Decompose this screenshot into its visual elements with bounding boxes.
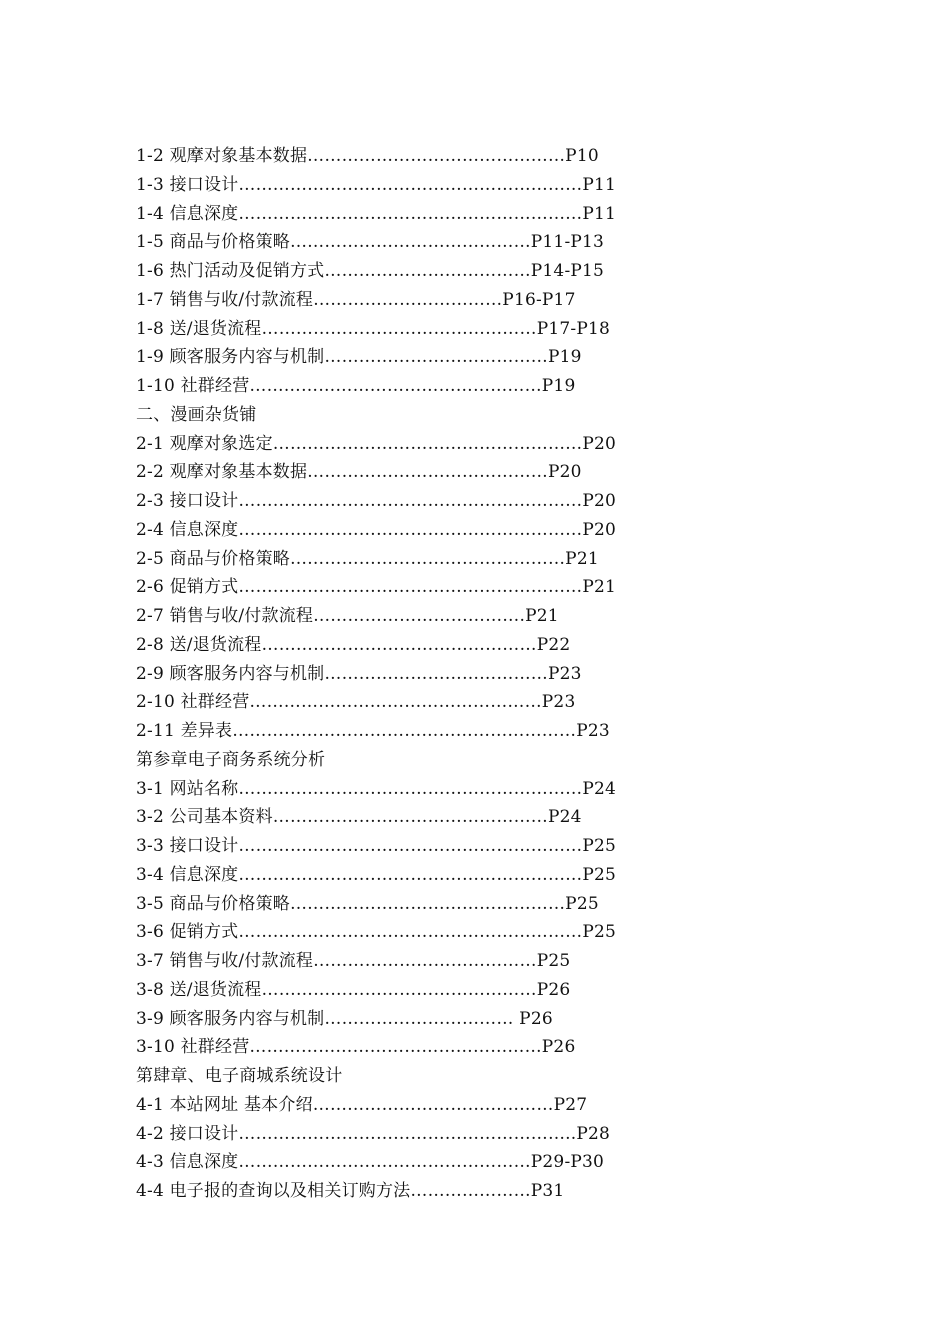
toc-entry: 2-5 商品与价格策略…………………………………………P21 — [136, 548, 599, 569]
toc-entry: 4-2 接口设计…………………………………………………..P28 — [136, 1123, 611, 1144]
toc-entry: 4-1 本站网址 基本介绍……………………………………P27 — [136, 1094, 588, 1115]
toc-entry: 3-8 送/退货流程…………………………………………P26 — [136, 979, 571, 1000]
toc-entry: 3-7 销售与收/付款流程…………………………………P25 — [136, 951, 571, 971]
toc-entry: 2-10 社群经营……………………………………………P23 — [136, 692, 576, 713]
toc-entry: 3-2 公司基本资料…………………………………………P24 — [136, 807, 582, 828]
toc-entry: 3-6 促销方式……………………………………………………P25 — [136, 922, 617, 943]
toc-entry: 1-7 销售与收/付款流程……………………………P16-P17 — [136, 289, 576, 310]
toc-entry: 1-2 观摩对象基本数据………………………………………P10 — [136, 146, 599, 166]
toc-entry: 2-8 送/退货流程…………………………………………P22 — [136, 634, 571, 655]
toc-entry: 3-10 社群经营……………………………………………P26 — [136, 1037, 576, 1058]
toc-entry: 4-3 信息深度……………………………………………P29-P30 — [136, 1152, 605, 1173]
toc-entry: 1-9 顾客服务内容与机制…………………………………P19 — [136, 347, 582, 368]
toc-entry: 2-6 促销方式……………………………………………………P21 — [136, 577, 617, 598]
toc-entry: 3-3 接口设计……………………………………………………P25 — [136, 836, 617, 856]
toc-chapter-heading: 第参章电子商务系统分析 — [136, 749, 326, 770]
toc-section-heading: 二、漫画杂货铺 — [136, 404, 257, 425]
toc-entry: 2-2 观摩对象基本数据……………………………………P20 — [136, 462, 582, 483]
table-of-contents — [136, 142, 656, 1206]
toc-entry: 3-1 网站名称……………………………………………………P24 — [136, 778, 617, 799]
toc-entry: 1-8 送/退货流程…………………………………………P17-P18 — [136, 318, 610, 339]
toc-entry: 3-5 商品与价格策略…………………………………………P25 — [136, 893, 599, 914]
toc-entry: 1-5 商品与价格策略……………………………………P11-P13 — [136, 232, 605, 253]
toc-entry: 1-3 接口设计……………………………………………………P11 — [136, 174, 617, 195]
toc-entry: 2-7 销售与收/付款流程……………………………….P21 — [136, 606, 559, 626]
toc-entry: 1-4 信息深度……………………………………………………P11 — [136, 203, 617, 224]
toc-entry: 2-1 观摩对象选定………………………………………………P20 — [136, 433, 617, 454]
toc-entry: 3-4 信息深度……………………………………………………P25 — [136, 864, 617, 885]
toc-entry: 4-4 电子报的查询以及相关订购方法…………………P31 — [136, 1181, 565, 1201]
toc-entry: 2-3 接口设计……………………………………………………P20 — [136, 491, 617, 511]
toc-entry: 1-6 热门活动及促销方式………………………………P14-P15 — [136, 261, 605, 281]
toc-entry: 2-9 顾客服务内容与机制…………………………………P23 — [136, 663, 582, 684]
toc-entry: 1-10 社群经营……………………………………………P19 — [136, 376, 576, 396]
toc-entry: 3-9 顾客服务内容与机制…………………………… P26 — [136, 1008, 553, 1029]
toc-chapter-heading: 第肆章、电子商城系统设计 — [136, 1066, 343, 1086]
toc-entry: 2-4 信息深度……………………………………………………P20 — [136, 519, 617, 540]
toc-entry: 2-11 差异表……………………………………………………P23 — [136, 721, 610, 741]
